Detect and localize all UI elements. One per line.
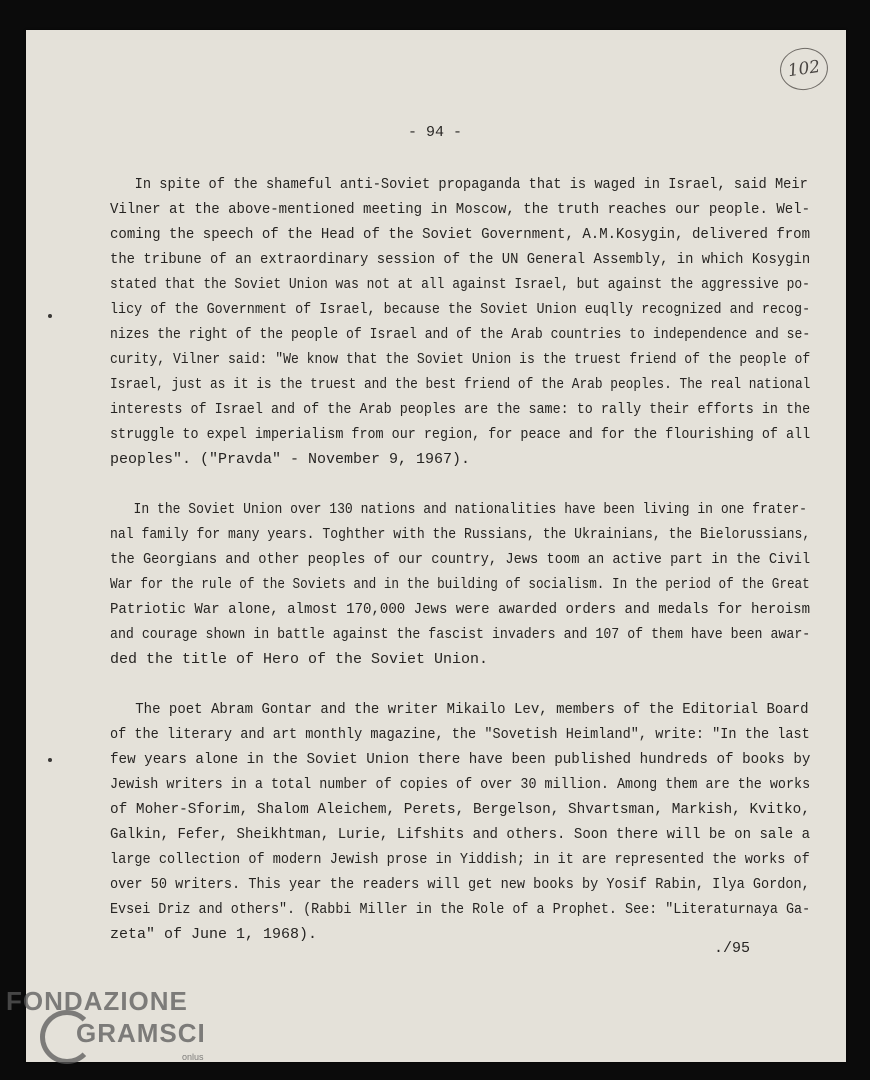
text-line: Galkin, Fefer, Sheikhtman, Lurie, Lifshits and others. Soon there will be on sale a	[110, 826, 811, 843]
watermark-line-2: GRAMSCI	[76, 1018, 206, 1048]
text-line: over 50 writers. This year the readers will get new books by Yosif Rabin, Ilya Gordon,	[110, 876, 810, 893]
text-line: zeta" of June 1, 1968).	[110, 926, 318, 943]
text-line: In spite of the shameful anti-Soviet propaganda that is waged in Israel, said Meir	[134, 176, 808, 193]
text-line: of Moher-Sforim, Shalom Aleichem, Perets, Bergelson, Shvartsman, Markish, Kvitko,	[110, 801, 810, 818]
watermark-line-3: onlus	[182, 1052, 204, 1062]
text-line: large collection of modern Jewish prose in Yiddish; in it are represented the works of	[110, 851, 810, 868]
paragraph-1	[110, 172, 810, 472]
text-line: Israel, just as it is the truest and the best friend of the Arab peoples. The real national	[110, 376, 811, 393]
text-line: The poet Abram Gontar and the writer Mikailo Lev, members of the Editorial Board	[135, 701, 809, 718]
text-line: the tribune of an extraordinary session of the UN General Assembly, in which Kosygin	[110, 251, 811, 268]
text-line: struggle to expel imperialism from our region, for peace and for the flourishing of all	[110, 426, 811, 443]
text-line: few years alone in the Soviet Union there have been published hundreds of books by	[110, 751, 811, 768]
fondazione-gramsci-watermark	[6, 986, 236, 1076]
binder-hole-mark	[48, 758, 52, 762]
text-line: Vilner at the above-mentioned meeting in Moscow, the truth reaches our people. Wel-	[110, 201, 811, 218]
text-line: the Georgians and other peoples of our country, Jews toom an active part in the Civil	[110, 551, 811, 568]
text-line: Evsei Driz and others". (Rabbi Miller in the Role of a Prophet. See: "Literaturnaya Ga-	[110, 901, 811, 918]
text-line: licy of the Government of Israel, because the Soviet Union euqlly recognized and recog-	[110, 301, 811, 318]
text-line: curity, Vilner said: "We know that the Soviet Union is the truest friend of the people of	[110, 351, 811, 368]
text-line: nal family for many years. Toghther with the Russians, the Ukrainians, the Bielorussians,	[110, 526, 811, 543]
text-line: of the literary and art monthly magazine, the "Sovetish Heimland", write: "In the last	[110, 726, 810, 743]
continuation-marker: ./95	[714, 940, 751, 957]
text-line: War for the rule of the Soviets and in the building of socialism. In the period of the Great	[110, 576, 810, 593]
text-line: Jewish writers in a total number of copies of over 30 million. Among them are the works	[110, 776, 811, 793]
binder-hole-mark	[48, 314, 52, 318]
text-line: ded the title of Hero of the Soviet Union.	[110, 651, 489, 668]
page-number: - 94 -	[407, 124, 462, 141]
watermark-line-1: FONDAZIONE	[6, 986, 188, 1016]
text-line: peoples". ("Pravda" - November 9, 1967).	[110, 451, 471, 468]
archive-number: 102	[786, 56, 822, 82]
text-line: In the Soviet Union over 130 nations and nationalities have been living in one frater-	[133, 501, 807, 518]
text-line: and courage shown in battle against the fascist invaders and 107 of them have been awar-	[110, 626, 811, 643]
paragraph-2	[110, 497, 810, 672]
text-line: interests of Israel and of the Arab peoples are the same: to rally their efforts in the	[110, 401, 811, 418]
text-line: Patriotic War alone, almost 170,000 Jews were awarded orders and medals for heroism	[110, 601, 811, 618]
text-line: coming the speech of the Head of the Soviet Government, A.M.Kosygin, delivered from	[110, 226, 811, 243]
paragraph-3	[110, 697, 810, 947]
text-line: nizes the right of the people of Israel and of the Arab countries to independence and se-	[110, 326, 811, 343]
text-line: stated that the Soviet Union was not at all against Israel, but against the aggressive po-	[110, 276, 810, 293]
